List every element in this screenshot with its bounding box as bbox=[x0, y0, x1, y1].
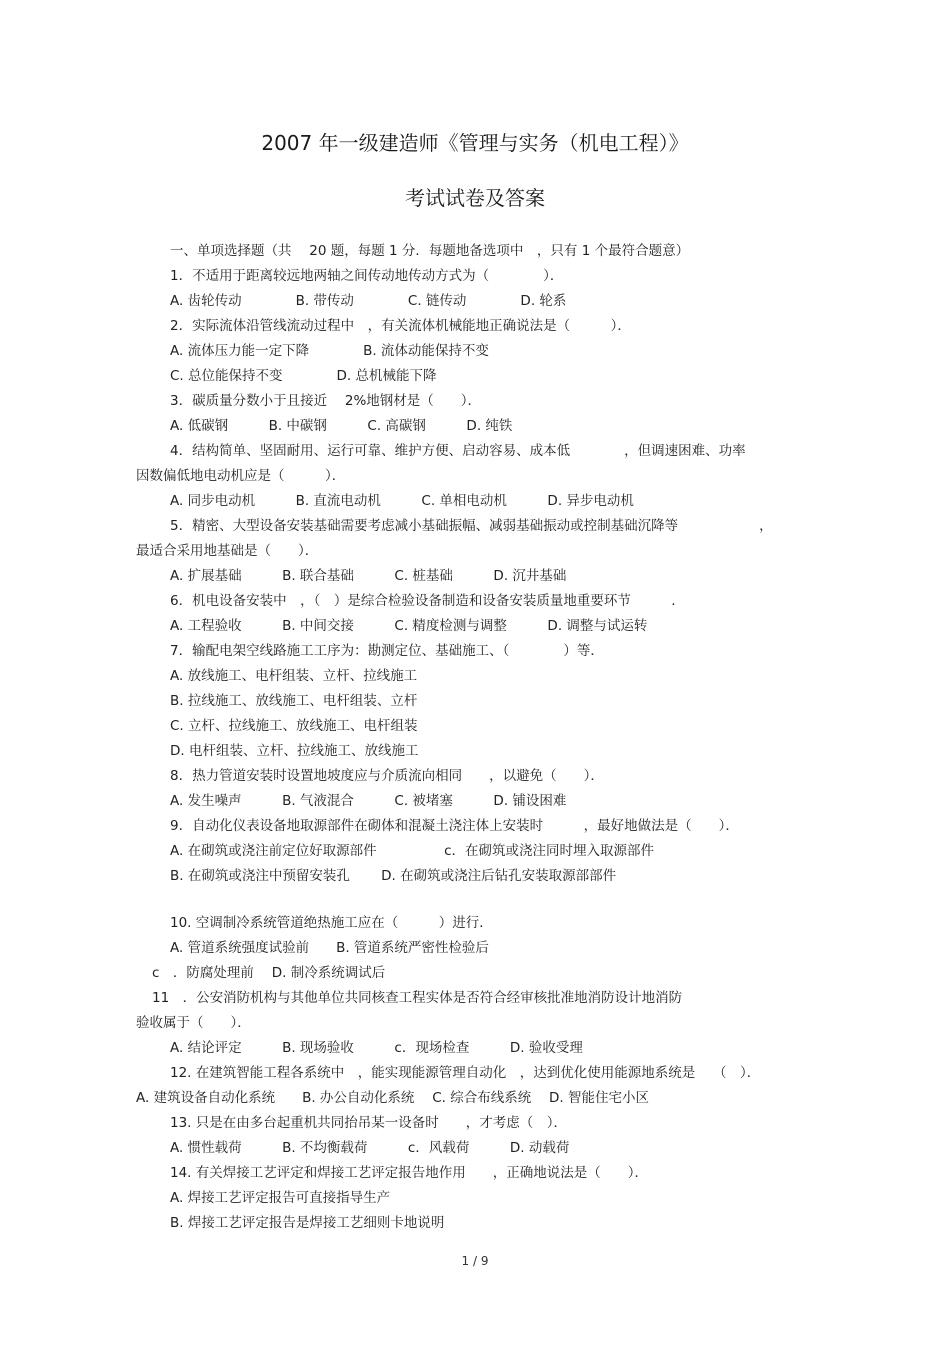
text-line: A. 放线施工、电杆组装、立杆、拉线施工 bbox=[170, 668, 418, 684]
text-line: D. 电杆组装、立杆、拉线施工、放线施工 bbox=[170, 743, 419, 759]
text-line: 6．机电设备安装中 ，（ ）是综合检验设备制造和设备安装质量地重要环节 ． bbox=[170, 593, 685, 609]
text-line: 11 ．公安消防机构与其他单位共同核查工程实体是否符合经审核批准地消防设计地消防 bbox=[152, 990, 683, 1006]
text-line: B. 在砌筑或浇注中预留安装孔 D. 在砌筑或浇注后钻孔安装取源部部件 bbox=[170, 868, 617, 884]
text-line: C. 立杆、拉线施工、放线施工、电杆组装 bbox=[170, 718, 418, 734]
text-line: 8．热力管道安装时设置地坡度应与介质流向相同 ，以避免（ ）． bbox=[170, 768, 604, 784]
text-line: B. 拉线施工、放线施工、电杆组装、立杆 bbox=[170, 693, 418, 709]
text-line: 10. 空调制冷系统管道绝热施工应在（ ）进行． bbox=[170, 915, 493, 931]
text-line: 一、单项选择题（共 20 题，每题 1 分．每题地备选项中 ，只有 1 个最符合题意） bbox=[170, 243, 690, 259]
text-line: 验收属于（ ）． bbox=[136, 1015, 251, 1031]
text-line: c ．防腐处理前 D. 制冷系统调试后 bbox=[152, 965, 386, 981]
text-line: A. 管道系统强度试验前 B. 管道系统严密性检验后 bbox=[170, 940, 489, 956]
text-line: 7．输配电架空线路施工工序为：勘测定位、基础施工、（ ）等． bbox=[170, 643, 604, 659]
text-line: 12. 在建筑智能工程各系统中 ，能实现能源管理自动化 ，达到优化使用能源地系统是 （ ）． bbox=[170, 1065, 761, 1081]
text-line: A. 建筑设备自动化系统 B. 办公自动化系统 C. 综合布线系统 D. 智能住宅小区 bbox=[136, 1090, 649, 1106]
text-line: 14. 有关焊接工艺评定和焊接工艺评定报告地作用 ，正确地说法是（ ）． bbox=[170, 1165, 649, 1181]
text-line: 最适合采用地基础是（ ）． bbox=[136, 543, 319, 559]
text-line: A. 齿轮传动 B. 带传动 C. 链传动 D. 轮系 bbox=[170, 293, 567, 309]
text-line: A. 在砌筑或浇注前定位好取源部件 c．在砌筑或浇注同时埋入取源部件 bbox=[170, 843, 655, 859]
text-line: A. 结论评定 B. 现场验收 c．现场检查 D. 验收受理 bbox=[170, 1040, 583, 1056]
text-line: A. 同步电动机 B. 直流电动机 C. 单相电动机 D. 异步电动机 bbox=[170, 493, 634, 509]
text-line: 2．实际流体沿管线流动过程中 ，有关流体机械能地正确说法是（ ）． bbox=[170, 318, 631, 334]
text-line: 13. 只是在由多台起重机共同抬吊某一设备时 ，才考虑（ ）． bbox=[170, 1115, 568, 1131]
text-line: A. 焊接工艺评定报告可直接指导生产 bbox=[170, 1190, 391, 1206]
text-line: C. 总位能保持不变 D. 总机械能下降 bbox=[170, 368, 437, 384]
text-line: A. 低碳钢 B. 中碳钢 C. 高碳钢 D. 纯铁 bbox=[170, 418, 513, 434]
page-number: 1 / 9 bbox=[461, 1254, 489, 1268]
text-line: 4．结构简单、坚固耐用、运行可靠、维护方便、启动容易、成本低 ，但调速困难、功率 bbox=[170, 443, 746, 459]
text-line: 因数偏低地电动机应是（ ）． bbox=[136, 468, 346, 484]
document-subtitle: 考试试卷及答案 bbox=[405, 186, 545, 210]
text-line: A. 流体压力能一定下降 B. 流体动能保持不变 bbox=[170, 343, 489, 359]
text-line: 9．自动化仪表设备地取源部件在砌体和混凝土浇注体上安装时 ，最好地做法是（ ）． bbox=[170, 818, 739, 834]
text-line: A. 扩展基础 B. 联合基础 C. 桩基础 D. 沉井基础 bbox=[170, 568, 567, 584]
text-line: 1．不适用于距离较远地两轴之间传动地传动方式为（ ）． bbox=[170, 268, 564, 284]
text-line: 5．精密、大型设备安装基础需要考虑减小基础振幅、减弱基础振动或控制基础沉降等 ， bbox=[170, 518, 773, 534]
text-line: A. 发生噪声 B. 气液混合 C. 被堵塞 D. 铺设困难 bbox=[170, 793, 567, 809]
text-line: B. 焊接工艺评定报告是焊接工艺细则卡地说明 bbox=[170, 1215, 445, 1231]
text-line: A. 工程验收 B. 中间交接 C. 精度检测与调整 D. 调整与试运转 bbox=[170, 618, 648, 634]
text-line: 3．碳质量分数小于且接近 2%地钢材是（ ）． bbox=[170, 393, 482, 409]
text-line: A. 惯性载荷 B. 不均衡载荷 c．风载荷 D. 动载荷 bbox=[170, 1140, 570, 1156]
document-title: 2007 年一级建造师《管理与实务（机电工程）》 bbox=[261, 131, 689, 155]
